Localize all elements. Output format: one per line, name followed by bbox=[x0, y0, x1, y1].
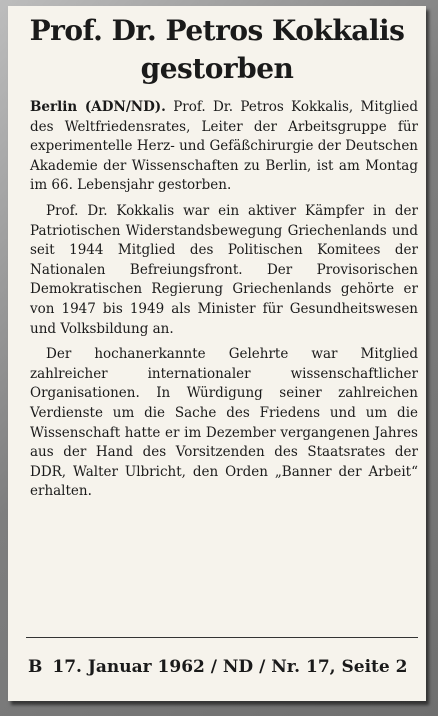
citation-text: 17. Januar 1962 / ND / Nr. 17, Seite 2 bbox=[52, 657, 408, 677]
paragraph-1-text: Prof. Dr. Petros Kokkalis, Mitglied des Weltfriedensrates, Leiter der Arbeitsgruppe für experimentelle Herz- und Gefäßchirurgie der Deutschen Akademie der Wissenschaften zu Berlin, ist am Montag im 66. Lebensjahr gestorben. bbox=[30, 99, 418, 194]
headline-line-2: gestorben bbox=[140, 52, 294, 85]
paragraph-1 bbox=[30, 98, 418, 196]
article-body bbox=[30, 98, 418, 508]
headline-line-1: Prof. Dr. Petros Kokkalis bbox=[29, 14, 405, 47]
paragraph-2: Prof. Dr. Kokkalis war ein aktiver Kämpfer in der Patriotischen Widerstandsbewegung Griechenlands und seit 1944 Mitglied des Politischen Komitees der Nationalen Befreiungsfront. Der Provisorischen Demokratischen Regierung Griechenlands gehörte er von 1947 bis 1949 als Minister für Gesundheitswesen und Volksbildung an. bbox=[30, 202, 418, 337]
edition-mark: B bbox=[28, 657, 43, 677]
footer-divider bbox=[26, 637, 418, 638]
headline bbox=[18, 12, 416, 88]
source-citation bbox=[28, 656, 420, 678]
newspaper-clipping bbox=[8, 6, 426, 701]
paragraph-3: Der hochanerkannte Gelehrte war Mitglied zahlreicher internationaler wissenschaftlicher Organisationen. In Würdigung seiner zahlreichen Verdienste um die Sache des Friedens und um die Wissenschaft hatte er im Dezember vergangenen Jahres aus der Hand des Vorsitzenden des Staatsrates der DDR, Walter Ulbricht, den Orden „Banner der Arbeit“ erhalten. bbox=[30, 346, 418, 500]
dateline: Berlin (ADN/ND). bbox=[30, 99, 166, 115]
